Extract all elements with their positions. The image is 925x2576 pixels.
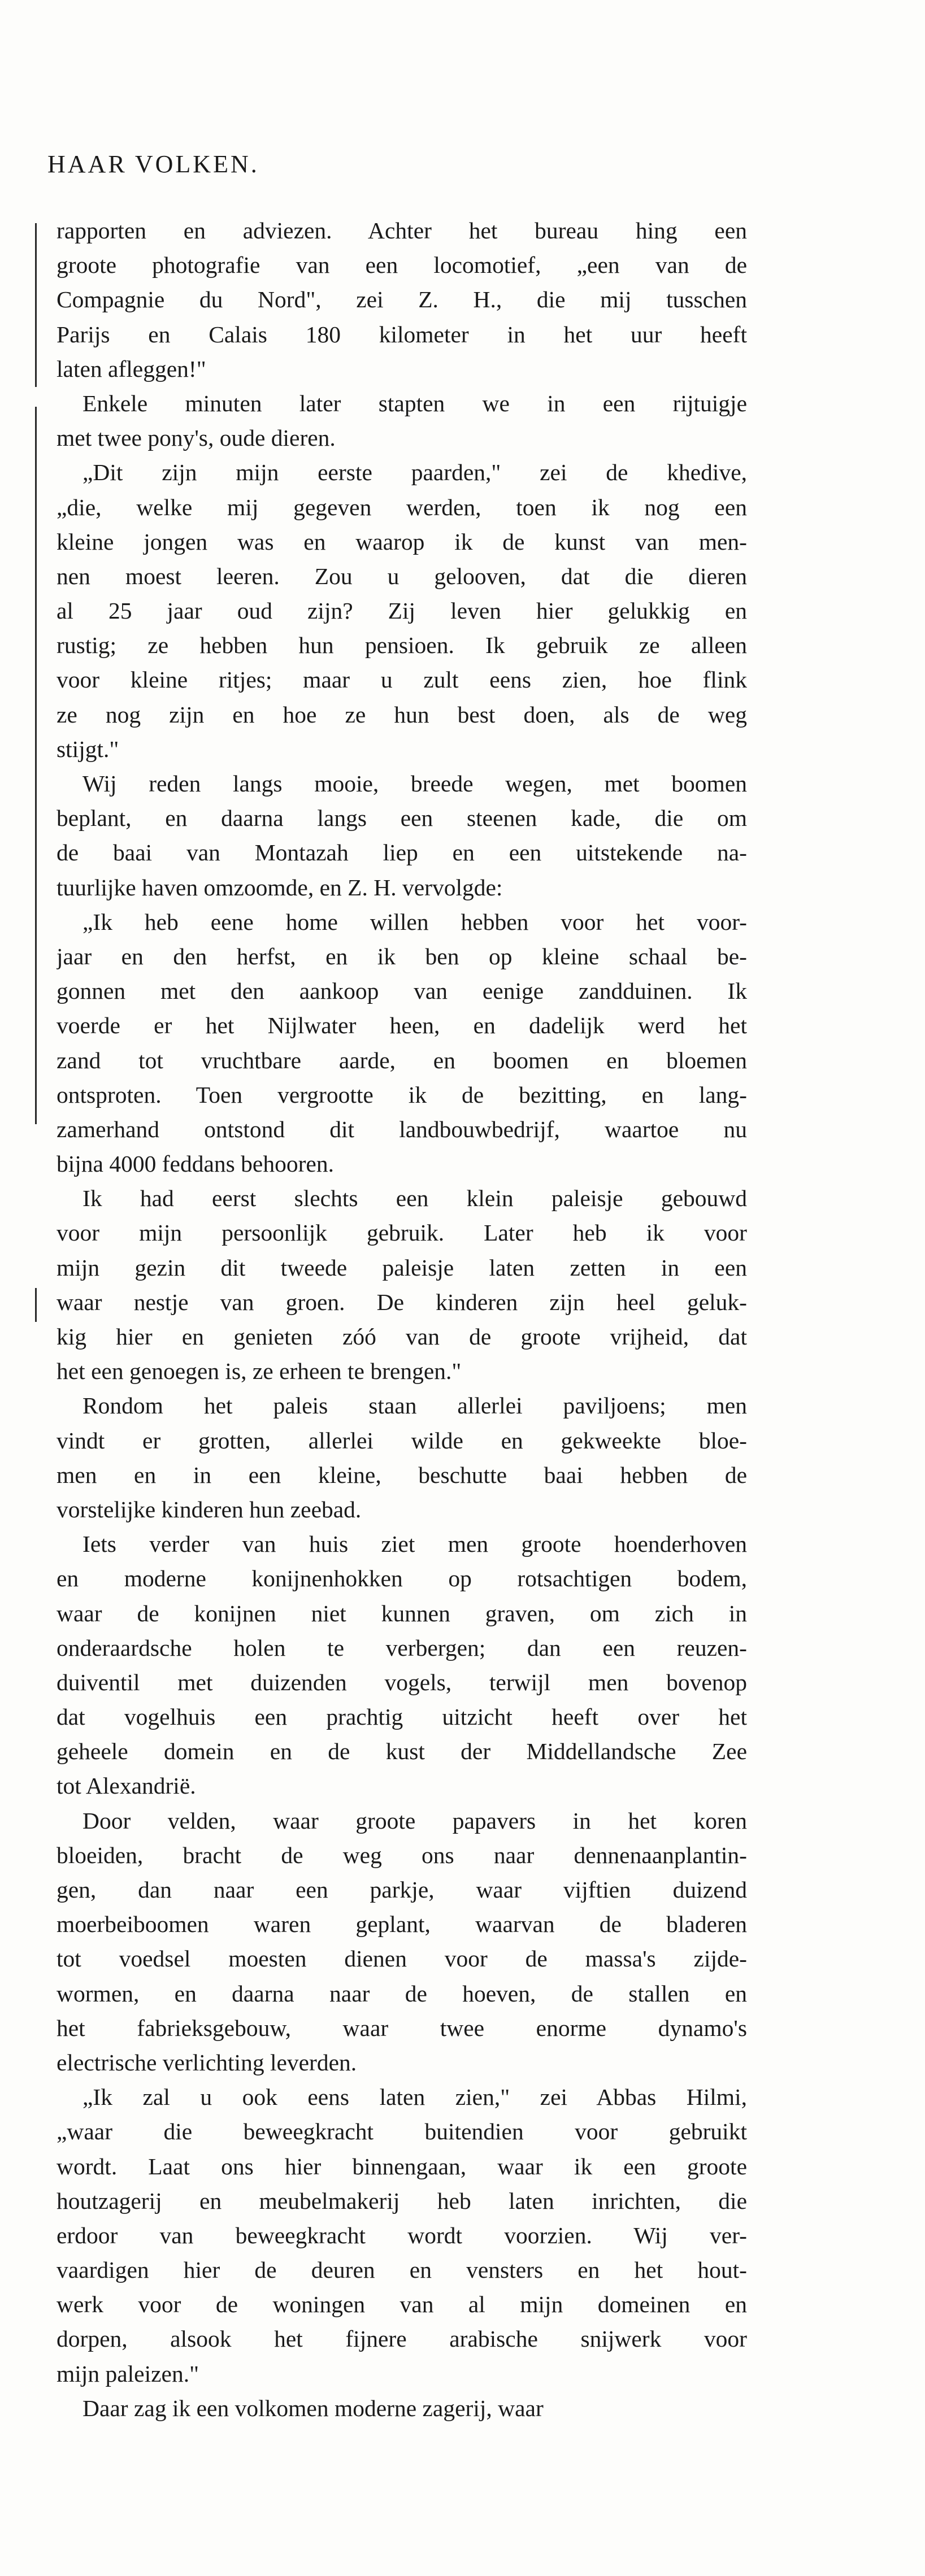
text-line: bloeiden, bracht de weg ons naar dennenaanplantin- <box>57 1842 747 1868</box>
paragraph <box>57 455 747 767</box>
text-line: en moderne konijnenhokken op rotsachtigen bodem, <box>57 1565 747 1592</box>
margin-rule <box>35 1288 37 1322</box>
text-line: bijna 4000 feddans behooren. <box>57 1151 334 1177</box>
text-line: waar nestje van groen. De kinderen zijn heel geluk- <box>57 1289 747 1315</box>
text-line: de baai van Montazah liep en een uitstekende na- <box>57 839 747 866</box>
text-line: wordt. Laat ons hier binnengaan, waar ik een groote <box>57 2153 747 2179</box>
text-line: onderaardsche holen te verbergen; dan een reuzen- <box>57 1634 747 1661</box>
text-line: vaardigen hier de deuren en vensters en het hout- <box>57 2257 747 2283</box>
text-line: kleine jongen was en waarop ik de kunst van men- <box>57 528 747 555</box>
text-line: zamerhand ontstond dit landbouwbedrijf, waartoe nu <box>57 1116 747 1142</box>
text-line: „die, welke mij gegeven werden, toen ik nog een <box>57 494 747 520</box>
text-line: erdoor van beweegkracht wordt voorzien. Wij ver- <box>57 2222 747 2248</box>
margin-rule <box>35 223 37 387</box>
paragraph <box>57 2391 747 2426</box>
text-line: rustig; ze hebben hun pensioen. Ik gebruik ze alleen <box>57 632 747 659</box>
text-line: laten afleggen!" <box>57 355 206 382</box>
text-line: nen moest leeren. Zou u gelooven, dat die dieren <box>57 563 747 589</box>
text-line: Wij reden langs mooie, breede wegen, met boomen <box>82 771 747 797</box>
text-line: geheele domein en de kust der Middellandsche Zee <box>57 1738 747 1765</box>
text-line: gen, dan naar een parkje, waar vijftien duizend <box>57 1877 747 1903</box>
text-line: „Ik zal u ook eens laten zien," zei Abbas Hilmi, <box>82 2084 747 2111</box>
text-line: met twee pony's, oude dieren. <box>57 425 336 451</box>
text-line: Enkele minuten later stapten we in een rijtuigje <box>82 390 747 416</box>
text-line: beplant, en daarna langs een steenen kade, die om <box>57 805 747 832</box>
paragraph <box>57 905 747 1182</box>
paragraph <box>57 1389 747 1527</box>
text-line: jaar en den herfst, en ik ben op kleine schaal be- <box>57 943 747 969</box>
text-line: wormen, en daarna naar de hoeven, de stallen en <box>57 1980 747 2007</box>
text-line: rapporten en adviezen. Achter het bureau hing een <box>57 217 747 243</box>
text-line: duiventil met duizenden vogels, terwijl men bovenop <box>57 1669 747 1695</box>
paragraph <box>57 767 747 905</box>
text-line: dat vogelhuis een prachtig uitzicht heeft over het <box>57 1704 747 1730</box>
text-line: moerbeiboomen waren geplant, waarvan de bladeren <box>57 1911 747 1938</box>
text-line: Iets verder van huis ziet men groote hoenderhoven <box>82 1531 747 1557</box>
text-line: Rondom het paleis staan allerlei paviljoens; men <box>82 1393 747 1419</box>
text-line: kig hier en genieten zóó van de groote vrijheid, dat <box>57 1324 747 1350</box>
text-line: „Dit zijn mijn eerste paarden," zei de khedive, <box>82 459 747 486</box>
text-line: Door velden, waar groote papavers in het koren <box>82 1807 747 1834</box>
text-line: al 25 jaar oud zijn? Zij leven hier gelukkig en <box>57 598 747 624</box>
text-line: mijn paleizen." <box>57 2360 199 2387</box>
text-line: tuurlijke haven omzoomde, en Z. H. vervolgde: <box>57 874 503 900</box>
text-line: waar de konijnen niet kunnen graven, om zich in <box>57 1600 747 1626</box>
paragraph <box>57 2080 747 2391</box>
text-line: zand tot vruchtbare aarde, en boomen en bloemen <box>57 1047 747 1073</box>
text-line: voor kleine ritjes; maar u zult eens zien, hoe flink <box>57 667 747 693</box>
text-line: tot Alexandrië. <box>57 1773 196 1799</box>
text-line: het een genoegen is, ze erheen te brengen." <box>57 1358 462 1385</box>
margin-rule <box>35 407 37 1124</box>
text-line: „Ik heb eene home willen hebben voor het voor- <box>82 908 747 935</box>
text-line: men en in een kleine, beschutte baai hebben de <box>57 1461 747 1488</box>
text-line: houtzagerij en meubelmakerij heb laten inrichten, die <box>57 2187 747 2214</box>
text-line: voerde er het Nijlwater heen, en dadelijk werd het <box>57 1012 747 1039</box>
text-line: tot voedsel moesten dienen voor de massa's zijde- <box>57 1946 747 1972</box>
text-line: vindt er grotten, allerlei wilde en gekweekte bloe- <box>57 1427 747 1454</box>
text-line: stijgt." <box>57 736 119 762</box>
paragraph <box>57 1804 747 2081</box>
text-line: Parijs en Calais 180 kilometer in het uur heeft <box>57 321 747 347</box>
text-line: Ik had eerst slechts een klein paleisje gebouwd <box>82 1185 747 1212</box>
text-line: dorpen, alsook het fijnere arabische snijwerk voor <box>57 2326 747 2352</box>
paragraph <box>57 1181 747 1389</box>
text-line: het fabrieksgebouw, waar twee enorme dynamo's <box>57 2014 747 2041</box>
text-line: vorstelijke kinderen hun zeebad. <box>57 1496 362 1522</box>
text-line: werk voor de woningen van al mijn domeinen en <box>57 2291 747 2318</box>
paragraph <box>57 214 747 386</box>
text-line: „waar die beweegkracht buitendien voor gebruikt <box>57 2118 747 2145</box>
text-line: gonnen met den aankoop van eenige zandduinen. Ik <box>57 978 747 1004</box>
text-line: Daar zag ik een volkomen moderne zagerij, waar <box>82 2395 544 2421</box>
text-line: ontsproten. Toen vergrootte ik de bezitting, en lang- <box>57 1081 747 1108</box>
running-head: HAAR VOLKEN. <box>47 150 259 178</box>
text-line: voor mijn persoonlijk gebruik. Later heb ik voor <box>57 1220 747 1246</box>
text-line: groote photografie van een locomotief, „een van de <box>57 252 747 279</box>
paragraph <box>57 386 747 455</box>
text-line: ze nog zijn en hoe ze hun best doen, als de weg <box>57 701 747 728</box>
text-line: Compagnie du Nord", zei Z. H., die mij tusschen <box>57 286 747 313</box>
body-text <box>57 214 747 2426</box>
paragraph <box>57 1527 747 1804</box>
text-line: mijn gezin dit tweede paleisje laten zetten in een <box>57 1254 747 1281</box>
text-line: electrische verlichting leverden. <box>57 2049 357 2075</box>
